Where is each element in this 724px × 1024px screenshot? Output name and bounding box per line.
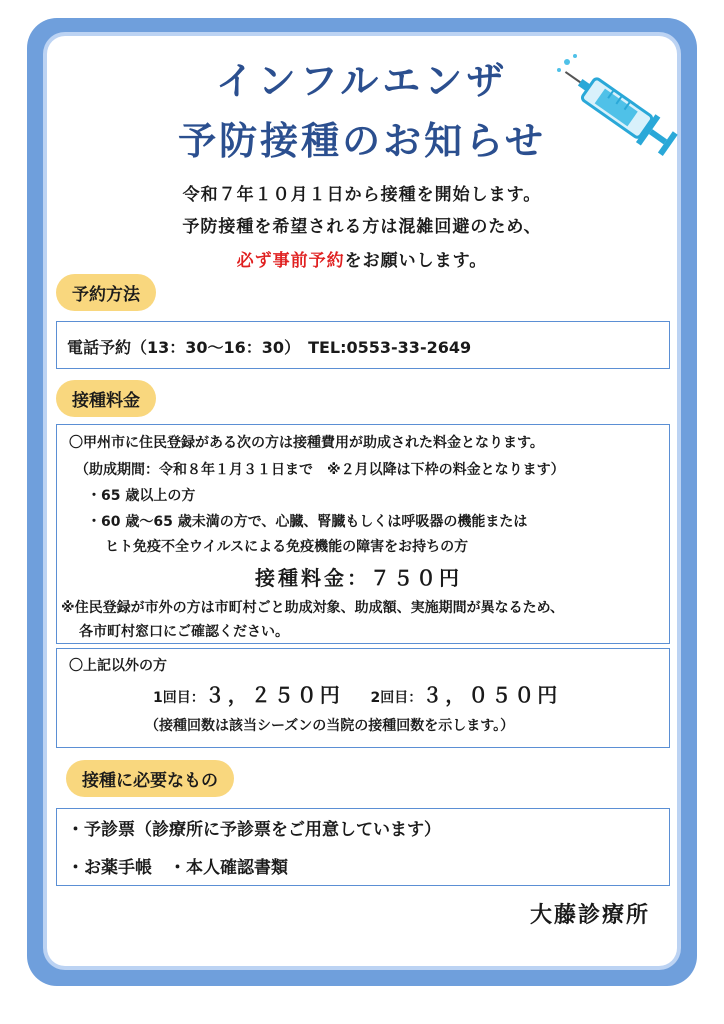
clinic-name: 大藤診療所 <box>529 903 650 928</box>
intro-line3-rest: をお願いします。 <box>344 251 488 271</box>
subsidized-lead: 〇甲州市に住民登録がある次の方は接種費用が助成された料金となります。 <box>69 435 544 451</box>
subsidized-box <box>56 424 670 644</box>
reservation-box <box>56 321 670 369</box>
reservation-heading: 予約方法 <box>56 274 156 311</box>
subsidized-item2-cont: ヒト免疫不全ウイルスによる免疫機能の障害をお持ちの方 <box>105 539 469 555</box>
subsidized-item2: ・60 歳～65 歳未満の方で、心臓、腎臓もしくは呼吸器の機能または <box>87 514 528 530</box>
requirements-box <box>56 808 670 886</box>
second-dose-label: 2回目： <box>370 690 423 706</box>
intro-line3 <box>0 246 724 271</box>
intro-line2: 予防接種を希望される方は混雑回避のため、 <box>182 217 542 237</box>
subsidized-note2: 各市町村窓口にご確認ください。 <box>79 624 289 640</box>
first-dose-fee: ３，２５０円 <box>204 683 343 707</box>
intro-highlight: 必ず事前予約 <box>236 251 345 271</box>
subsidized-period: （助成期間：令和８年１月３１日まで ※２月以降は下枠の料金となります） <box>75 462 565 478</box>
syringe-icon <box>553 52 685 162</box>
second-dose-fee: ３，０５０円 <box>422 683 561 707</box>
requirement-item2: ・お薬手帳 ・本人確認書類 <box>67 858 288 878</box>
requirement-item1: ・予診票（診療所に予診票をご用意しています） <box>67 820 441 840</box>
others-note: （接種回数は該当シーズンの当院の接種回数を示します。） <box>145 718 515 734</box>
title-line2: 予防接種のお知らせ <box>178 119 546 163</box>
title-line1: インフルエンザ <box>215 59 509 103</box>
subsidized-fee: 接種料金：７５０円 <box>255 566 462 590</box>
others-box <box>56 648 670 748</box>
reservation-text: 電話予約（13：30～16：30） TEL:0553-33-2649 <box>67 338 472 357</box>
subsidized-note1: ※住民登録が市外の方は市町村ごと助成対象、助成額、実施期間が異なるため、 <box>61 600 565 616</box>
subsidized-item1: ・65 歳以上の方 <box>87 488 196 504</box>
first-dose-label: 1回目： <box>153 690 205 706</box>
others-lead: 〇上記以外の方 <box>69 658 167 674</box>
intro-line1: 令和７年１０月１日から接種を開始します。 <box>182 185 542 205</box>
others-fees <box>153 679 560 708</box>
fees-heading: 接種料金 <box>56 380 156 417</box>
requirements-heading: 接種に必要なもの <box>66 760 234 797</box>
